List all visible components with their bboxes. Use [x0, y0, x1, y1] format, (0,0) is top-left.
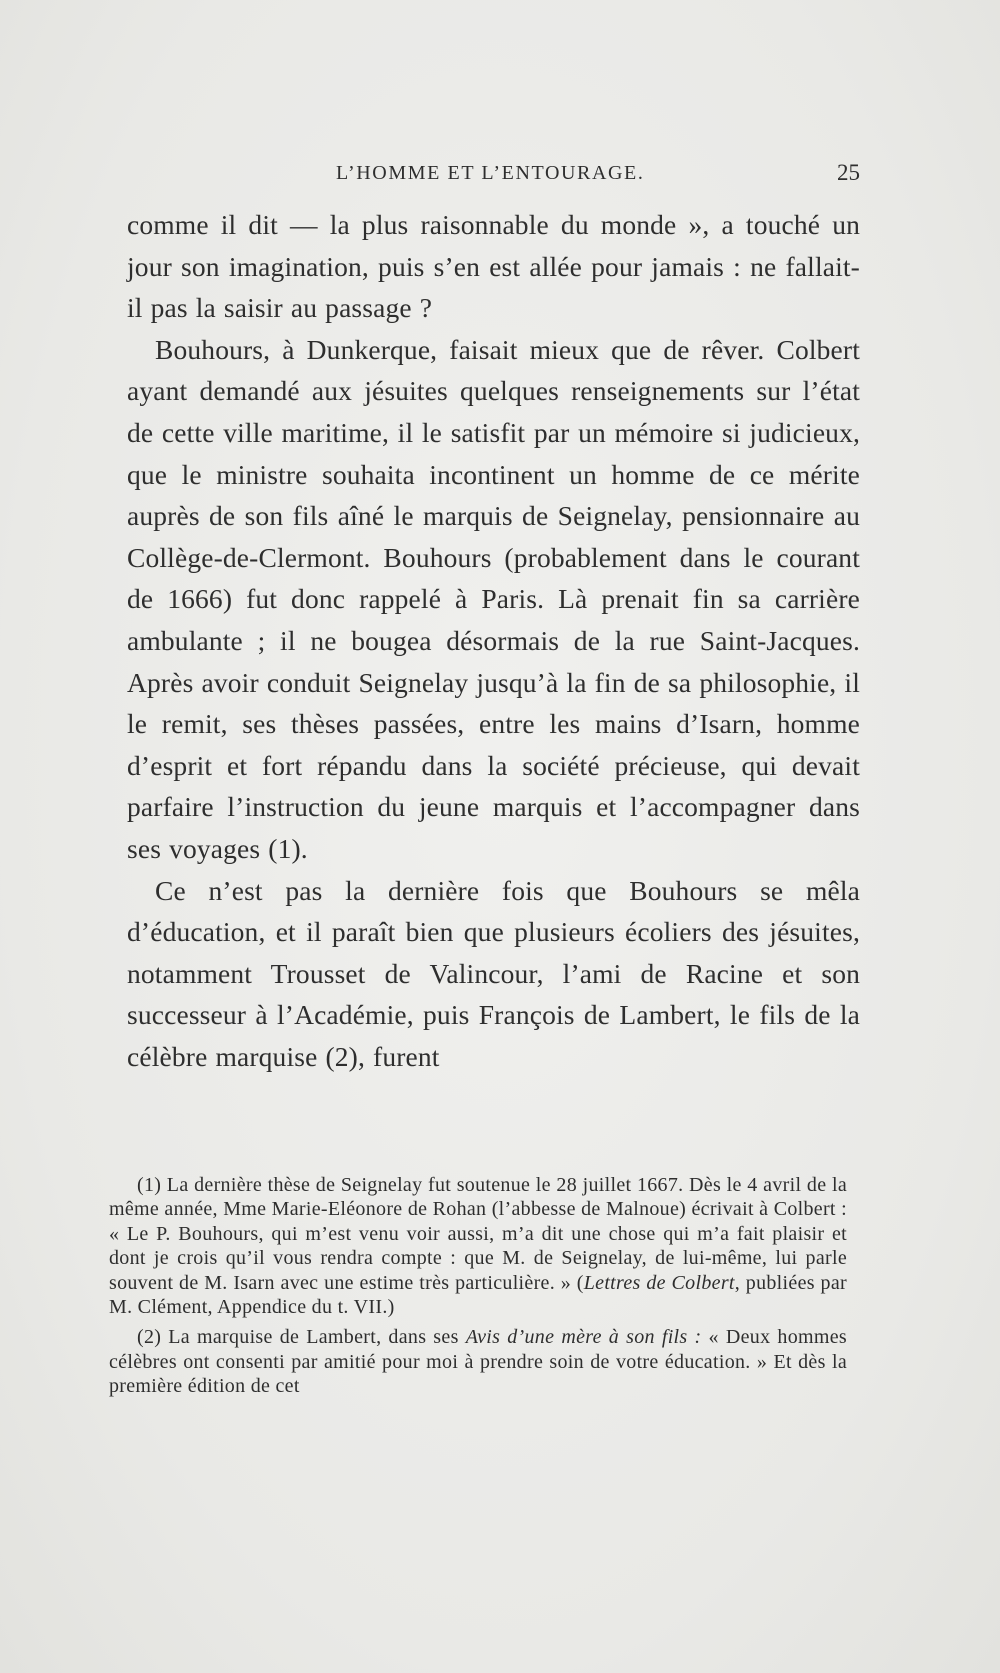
footnote-2-italic-title: Avis d’une mère à son fils :	[465, 1326, 702, 1349]
paragraph-bouhours-dunkerque: Bouhours, à Dunkerque, faisait mieux que de rêver. Colbert ayant demandé aux jésuites quelques renseignements sur l’état de cette ville maritime, il le satisfit par un mémoire si judicieux, que le ministre souhaita incontinent un homme de ce mérite auprès de son fils aîné le marquis de Seignelay, pensionnaire au Collège-de-Clermont. Bouhours (probablement dans le courant de 1666) fut donc rappelé à Paris. Là prenait fin sa carrière ambulante ; il ne bougea désormais de la rue Saint-Jacques. Après avoir conduit Seignelay jusqu’à la fin de sa philosophie, il le remit, ses thèses passées, entre les mains d’Isarn, homme d’esprit et fort répandu dans la société précieuse, qui devait parfaire l’instruction du jeune marquis et l’accompagner dans ses voyages (1).	[127, 333, 860, 864]
footnote-1-text-end: , publiées par M. Clément, Appendice du t. VII.)	[109, 1271, 847, 1319]
page-number: 25	[837, 160, 860, 185]
main-text	[127, 204, 860, 1077]
footnote-1-text-start: (1) La dernière thèse de Seignelay fut soutenue le 28 juillet 1667. Dès le 4 avril de la même année, Mme Marie-Eléonore de Rohan (l’abbesse de Malnoue) écrivait à Colbert : « Le P. Bouhours, qui m’est venu voir aussi, m’a dit une chose qui m’a fait plaisir et dont je crois qu’il vous rendra compte : que M. de Seignelay, de lui-même, lui parle souvent de M. Isarn avec une estime très particulière. » (	[109, 1174, 847, 1294]
footnote-1	[109, 1173, 847, 1319]
footnote-2-text-end: « Deux hommes célèbres ont consenti par amitié pour moi à prendre soin de votre éducation. » Et dès la première édition de cet	[109, 1326, 847, 1398]
page-header	[128, 158, 860, 190]
paragraph-continuation: comme il dit — la plus raisonnable du monde », a touché un jour son imagination, puis s’en est allée pour jamais : ne fallait-il pas la saisir au passage ?	[127, 209, 860, 324]
running-title: L’HOMME ET L’ENTOURAGE.	[336, 162, 645, 184]
footnote-2	[109, 1325, 847, 1398]
footnotes	[109, 1173, 847, 1405]
footnote-1-italic-title: Lettres de Colbert	[583, 1271, 735, 1294]
footnote-2-text-start: (2) La marquise de Lambert, dans ses	[137, 1326, 466, 1349]
paragraph-education: Ce n’est pas la dernière fois que Bouhours se mêla d’éducation, et il paraît bien que plusieurs écoliers des jésuites, notamment Trousset de Valincour, l’ami de Racine et son successeur à l’Académie, puis François de Lambert, le fils de la célèbre marquise (2), furent	[127, 874, 860, 1072]
